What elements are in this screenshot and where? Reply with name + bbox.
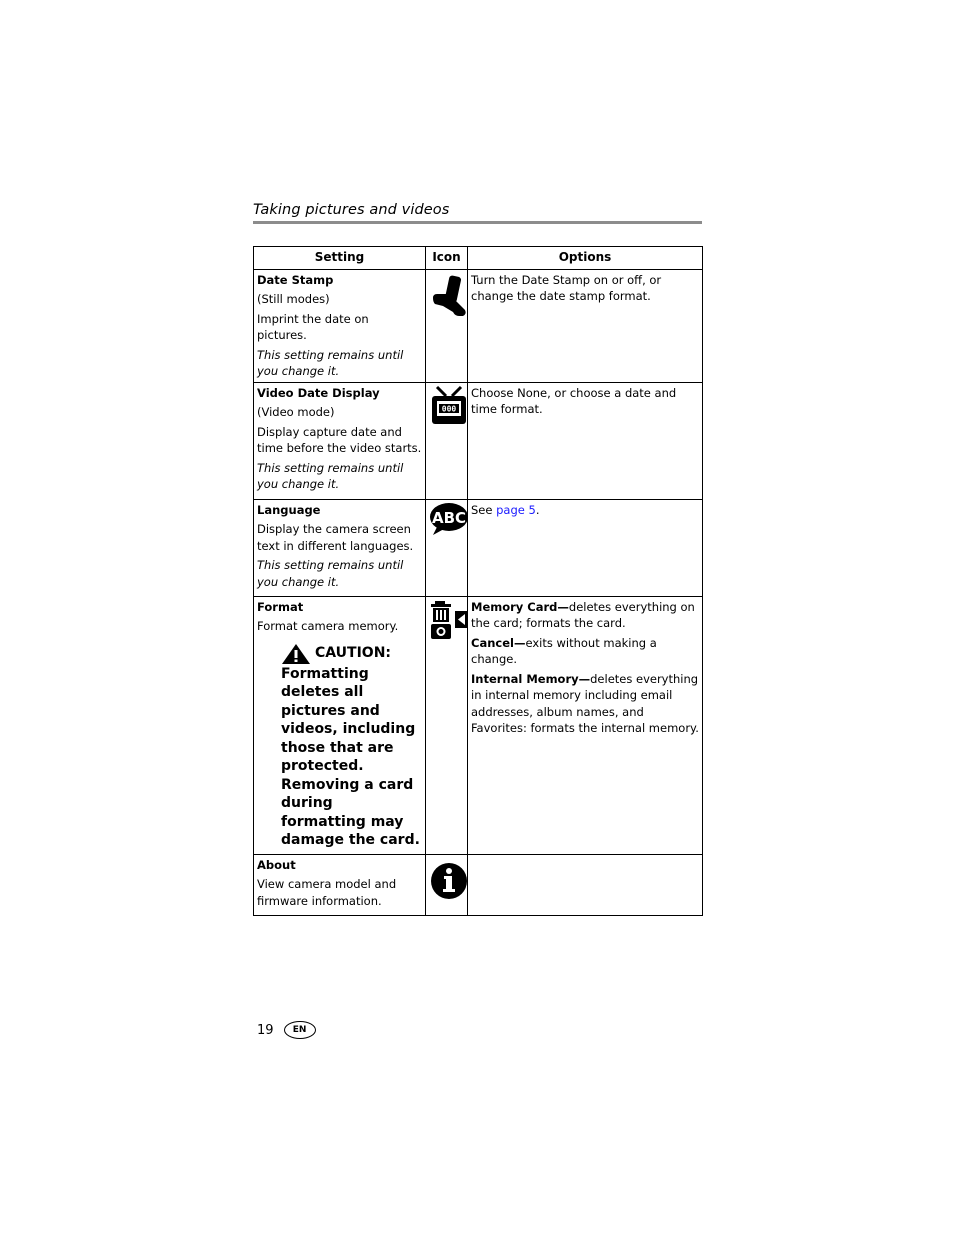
options-text-prefix: See [471,502,497,517]
header-rule [253,221,702,224]
setting-description: Imprint the date on pictures. [257,311,369,342]
warning-icon [281,643,311,665]
setting-description: Display the camera screen text in different languages. [257,522,414,553]
setting-description: Format camera memory. [257,619,399,633]
format-trash-icon [429,599,469,641]
setting-cell [254,854,426,915]
options-cell [468,596,703,854]
date-stamp-icon [429,272,469,318]
caution-box [281,643,422,850]
option-internal-memory: Internal Memory—deletes everything in internal memory including email addresses, album names, and Favorites: formats the internal memory. [471,671,699,735]
setting-name: Video Date Display [257,385,380,400]
setting-cell [254,269,426,382]
setting-description: Display capture date and time before the video starts. [257,424,422,455]
setting-name: About [257,857,296,872]
icon-cell [426,499,468,596]
options-text: Choose None, or choose a date and time format. [471,385,677,416]
settings-table [253,246,703,916]
setting-name: Language [257,502,321,517]
icon-cell [426,596,468,854]
setting-mode: (Still modes) [257,292,330,306]
svg-text:ABC: ABC [431,508,467,527]
option-cancel: Cancel—exits without making a change. [471,635,657,666]
page-link[interactable]: page 5 [496,502,536,517]
info-icon [429,857,469,899]
page-header [253,202,702,224]
setting-cell [254,499,426,596]
svg-text:000: 000 [441,404,457,413]
caution-title: CAUTION: [315,645,392,662]
table-header-row [254,247,703,270]
icon-cell [426,382,468,499]
table-row-language [254,499,703,596]
options-cell [468,499,703,596]
caution-text: Formatting deletes all pictures and videos, including those that are protected. Removing a card during formatting may damage the card. [281,665,420,848]
options-cell [468,854,703,915]
column-header-setting: Setting [254,247,426,270]
setting-name: Format [257,599,304,614]
section-title: Taking pictures and videos [253,202,450,218]
table-row-format [254,596,703,854]
abc-language-icon [429,502,469,536]
options-cell [468,382,703,499]
language-badge: EN [284,1021,316,1039]
icon-cell [426,854,468,915]
setting-cell [254,596,426,854]
setting-description: View camera model and firmware information. [257,877,397,908]
setting-note: This setting remains until you change it. [257,347,404,378]
options-cell [468,269,703,382]
setting-name: Date Stamp [257,272,334,287]
table-row-about [254,854,703,915]
tv-icon [429,385,469,427]
setting-mode: (Video mode) [257,405,335,419]
setting-note: This setting remains until you change it. [257,460,404,491]
options-text-suffix: . [535,502,540,517]
setting-cell [254,382,426,499]
page-number: 19 [257,1022,274,1038]
option-memory-card: Memory Card—deletes everything on the card; formats the card. [471,599,695,630]
column-header-options: Options [468,247,703,270]
table-row-date-stamp [254,269,703,382]
column-header-icon: Icon [426,247,468,270]
icon-cell [426,269,468,382]
options-text: Turn the Date Stamp on or off, or change the date stamp format. [471,272,662,303]
table-row-video-date-display [254,382,703,499]
setting-note: This setting remains until you change it. [257,558,404,589]
page-footer [257,1021,316,1039]
